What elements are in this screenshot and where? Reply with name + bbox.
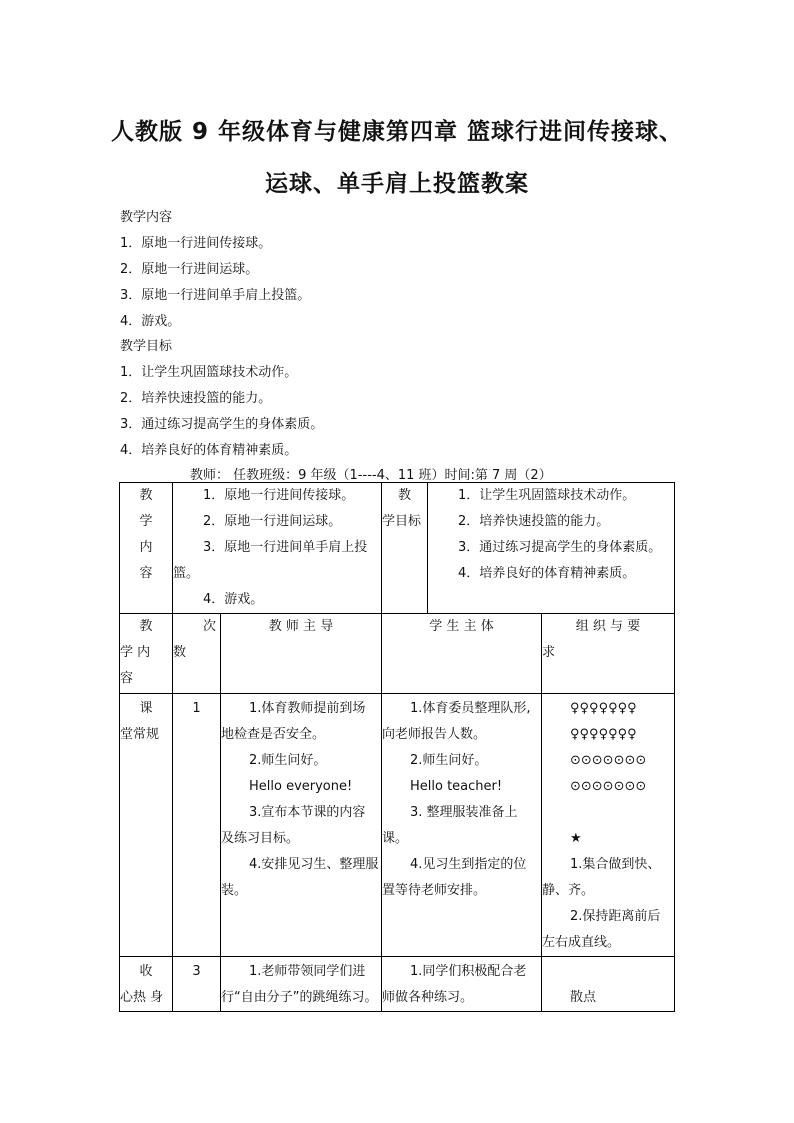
row-warmup-label: 收 心热 身: [120, 957, 173, 1012]
header-student-led: 学 生 主 体: [382, 614, 542, 694]
row-routine-organization: ♀♀♀♀♀♀♀ ♀♀♀♀♀♀♀ ⊙⊙⊙⊙⊙⊙⊙ ⊙⊙⊙⊙⊙⊙⊙ ★ 1.集合做到快、 静、齐。 2.保持距离前后 左右成直线。: [542, 694, 675, 957]
content-heading: 教学内容: [120, 210, 173, 225]
lesson-plan-table: [119, 613, 675, 1012]
goal-item: 4．培养良好的体育精神素质。: [120, 443, 298, 458]
content-item: 4．游戏。: [120, 314, 181, 329]
row-warmup-organization: 散点: [542, 957, 675, 1012]
row-routine-student: 1.体育委员整理队形, 向老师报告人数。 2.师生问好。 Hello teacher! 3. 整理服装准备上 课。 4.见习生到指定的位 置等待老师安排。: [382, 694, 542, 957]
header-count: 次 数: [173, 614, 221, 694]
content-item: 3．原地一行进间单手肩上投篮。: [120, 288, 311, 303]
goal-item: 2．培养快速投篮的能力。: [120, 391, 272, 406]
row-warmup-count: 3: [173, 957, 221, 1012]
row-warmup-teacher: 1.老师带领同学们进 行“自由分子”的跳绳练习。: [221, 957, 382, 1012]
content-item: 1．原地一行进间传接球。: [120, 236, 272, 251]
row-routine-label: 课 堂常规: [120, 694, 173, 957]
goals-heading: 教学目标: [120, 339, 173, 354]
formation-row: ♀♀♀♀♀♀♀: [570, 727, 637, 742]
teaching-content-cell: 1．原地一行进间传接球。 2．原地一行进间运球。 3．原地一行进间单手肩上投 篮。 4．游戏。: [173, 483, 382, 614]
row-routine-teacher: 1.体育教师提前到场 地检查是否安全。 2.师生问好。 Hello everyone! 3.宣布本节课的内容 及练习目标。 4.安排见习生、整理服 装。: [221, 694, 382, 957]
document-title-line1: 人教版 9 年级体育与健康第四章 篮球行进间传接球、: [110, 119, 684, 145]
header-content: 教 学 内 容: [120, 614, 173, 694]
header-teacher-led: 教 师 主 导: [221, 614, 382, 694]
content-item: 2．原地一行进间运球。: [120, 262, 259, 277]
content-goals-table: [119, 482, 675, 614]
row-routine-count: 1: [173, 694, 221, 957]
label-teaching-content: 教 学 内 容: [120, 483, 173, 614]
teacher-class-time-line: 教师： 任教班级：9 年级（1----4、11 班）时间:第 7 周（2）: [190, 468, 552, 483]
row-warmup-student: 1.同学们积极配合老 师做各种练习。: [382, 957, 542, 1012]
formation-row: ⊙⊙⊙⊙⊙⊙⊙: [570, 779, 647, 794]
label-teaching-goals: 教 学目标: [382, 483, 428, 614]
goal-item: 1．让学生巩固篮球技术动作。: [120, 365, 298, 380]
teaching-goals-cell: 1．让学生巩固篮球技术动作。 2．培养快速投篮的能力。 3．通过练习提高学生的身体素质。 4．培养良好的体育精神素质。: [428, 483, 675, 614]
header-organization: 组 织 与 要 求: [542, 614, 675, 694]
formation-row: ♀♀♀♀♀♀♀: [570, 701, 637, 716]
document-title-line2: 运球、单手肩上投篮教案: [265, 171, 529, 197]
star-icon: ★: [570, 831, 582, 846]
goal-item: 3．通过练习提高学生的身体素质。: [120, 417, 324, 432]
formation-row: ⊙⊙⊙⊙⊙⊙⊙: [570, 753, 647, 768]
